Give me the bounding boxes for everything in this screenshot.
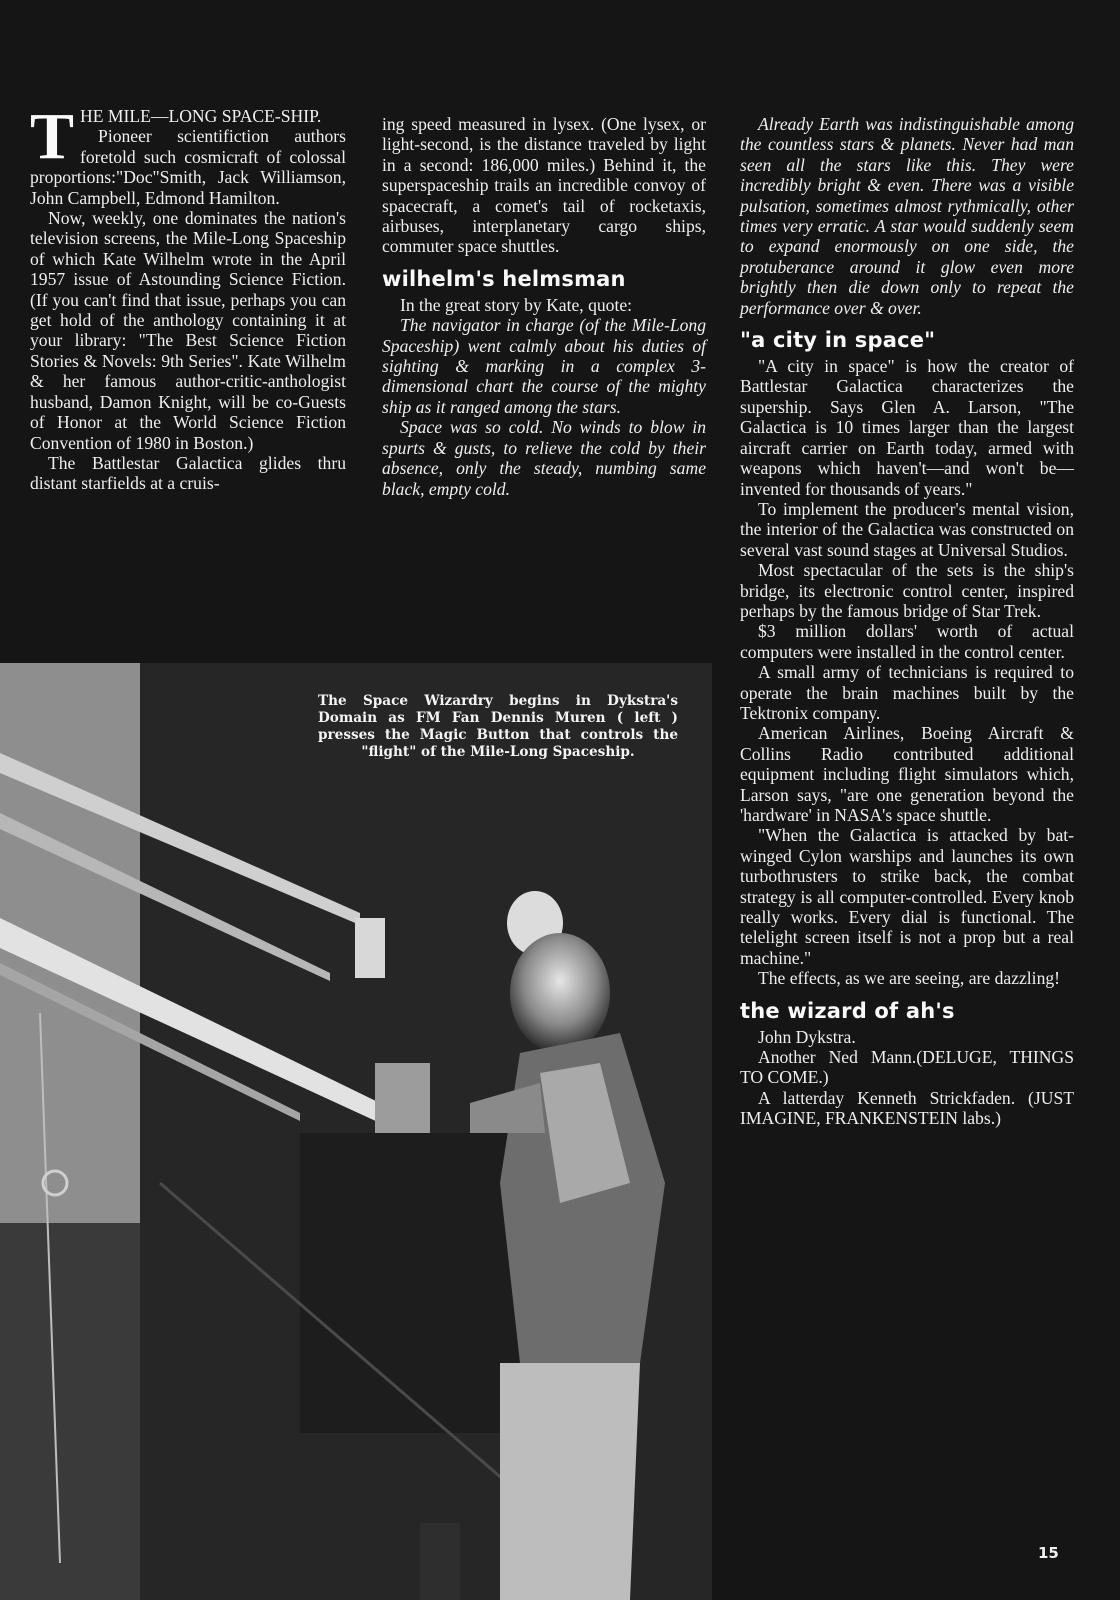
section-heading: "a city in space" xyxy=(740,328,936,353)
article-column-3 xyxy=(740,114,1074,1129)
body-paragraph: American Airlines, Boeing Aircraft & Collins Radio contributed additional equipment including flight simulators which, Larson says, "are one generation beyond the 'hardware' in NASA's space shuttle. xyxy=(740,723,1074,825)
lead-text: HE MILE—LONG SPACE-SHIP. xyxy=(80,106,322,126)
quote-paragraph: Space was so cold. No winds to blow in spurts & gusts, to relieve the cold by their absence, only the steady, numbing same black, empty cold. xyxy=(382,417,706,499)
body-paragraph: A small army of technicians is required to operate the brain machines built by the Tektronix company. xyxy=(740,662,1074,723)
drop-cap: T xyxy=(30,100,75,173)
body-paragraph: Now, weekly, one dominates the nation's television screens, the Mile-Long Spaceship of which Kate Wilhelm wrote in the April 1957 issue of Astounding Science Fiction. (If you can't find that issue, perhaps you can get hold of the anthology containing it at your library: "The Best Science Fiction Stories & Novels: 9th Series". Kate Wilhelm & her famous author-critic-anthologist husband, Damon Knight, will be co-Guests of Honor at the World Science Fiction Convention of 1980 in Boston.) xyxy=(30,208,346,453)
section-heading: wilhelm's helmsman xyxy=(382,266,626,291)
body-paragraph: $3 million dollars' worth of actual computers were installed in the control center. xyxy=(740,621,1074,662)
body-paragraph: John Dykstra. xyxy=(758,1026,856,1047)
photograph xyxy=(0,663,712,1600)
caption-text: The Space Wizardry begins in Dykstra's Domain as FM Fan Dennis Muren ( left ) presses the Magic Button that controls the "flight" of the Mile-Long Spaceship. xyxy=(318,693,678,760)
body-paragraph: The Battlestar Galactica glides thru distant starfields at a cruis- xyxy=(30,452,346,494)
photo-caption xyxy=(318,693,678,761)
body-paragraph: "When the Galactica is attacked by bat-winged Cylon warships and launches its own turbothrusters to strike back, the combat strategy is all computer-controlled. Every knob really works. Every dial is functional. The telelight screen itself is not a prop but a real machine." xyxy=(740,825,1074,968)
body-paragraph: The effects, as we are seeing, are dazzling! xyxy=(758,968,1061,989)
body-paragraph: In the great story by Kate, quote: xyxy=(400,294,633,315)
body-paragraph: "A city in space" is how the creator of Battlestar Galactica characterizes the supership. Says Glen A. Larson, "The Galactica is 10 times larger than the largest aircraft carrier on Earth today, armed with weapons which haven't—and won't be—invented for thousands of years." xyxy=(740,356,1074,499)
body-paragraph: To implement the producer's mental vision, the interior of the Galactica was constructed on several vast sound stages at Universal Studios. xyxy=(740,498,1074,560)
body-paragraph: Pioneer scientifiction authors foretold such cosmicraft of colossal proportions:"Doc"Smith, Jack Williamson, John Campbell, Edmond Hamilton. xyxy=(30,126,346,208)
body-paragraph: A latterday Kenneth Strickfaden. (JUST IMAGINE, FRANKENSTEIN labs.) xyxy=(740,1087,1074,1129)
body-paragraph: ing speed measured in lysex. (One lysex, or light-second, is the distance traveled by light in a second: 186,000 miles.) Behind it, the superspaceship trails an incredible convoy of spacecraft, a comet's tail of rocketaxis, airbuses, interplanetary cargo ships, commuter space shuttles. xyxy=(382,114,706,257)
body-paragraph: Another Ned Mann.(DELUGE, THINGS TO COME.) xyxy=(740,1047,1074,1088)
section-heading: the wizard of ah's xyxy=(740,998,955,1023)
quote-paragraph: Already Earth was indistinguishable among the countless stars & planets. Never had man seen all the stars like this. They were incredibly bright & even. There was a visible pulsation, sometimes almost rythmically, other times very erratic. A star would suddenly seem to expand enormously on one side, the protuberance around it glow even more brightly then die down only to repeat the performance over & over. xyxy=(740,114,1074,318)
photo-illustration xyxy=(0,663,712,1600)
article-column-2 xyxy=(382,114,706,499)
page-number: 15 xyxy=(1038,1544,1059,1562)
article-column-1 xyxy=(30,100,346,494)
quote-paragraph: The navigator in charge (of the Mile-Long Spaceship) went calmly about his duties of sighting & marking in a complex 3-dimensional chart the course of the mighty ship as it ranged among the stars. xyxy=(382,315,706,417)
body-paragraph: Most spectacular of the sets is the ship's bridge, its electronic control center, inspired perhaps by the famous bridge of Star Trek. xyxy=(740,560,1074,621)
